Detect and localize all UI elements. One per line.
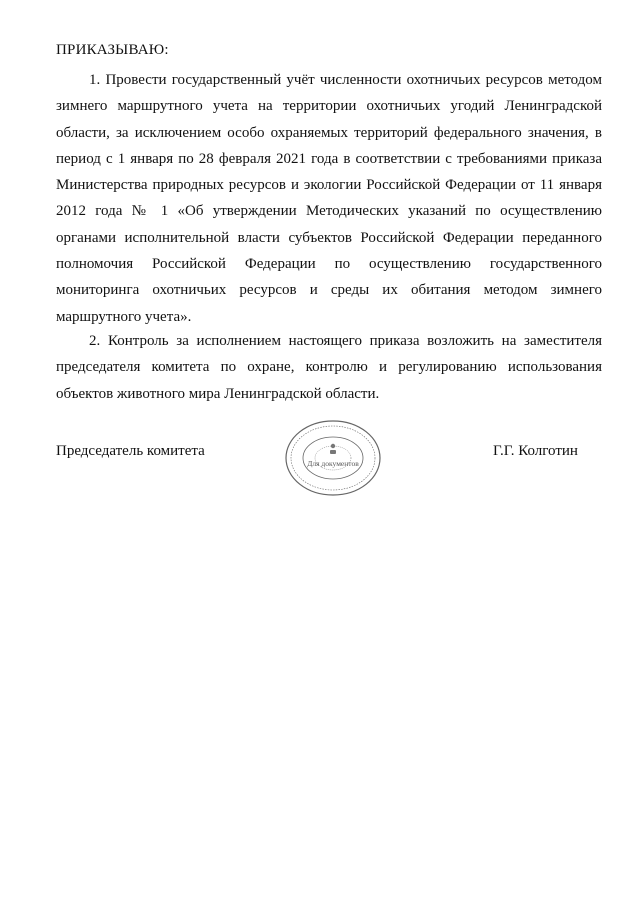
- stamp-seal-icon: [283, 418, 383, 498]
- signatory-title: Председатель комитета: [56, 443, 205, 459]
- signatory-name: Г.Г. Колготин: [493, 443, 578, 459]
- stamp-text: Для документов: [307, 459, 359, 468]
- official-stamp: [283, 418, 383, 498]
- order-item-2: 2. Контроль за исполнением настоящего приказа возложить на заместителя председателя комитета по охране, контролю и регулированию использования объектов животного мира Ленинградской области.: [56, 333, 602, 402]
- order-item-1: 1. Провести государственный учёт численности охотничьих ресурсов методом зимнего маршрутного учета на территории охотничьих угодий Ленинградской области, за исключением особо охраняемых территорий федерального значения, в период с 1 января по 28 февраля 2021 года в соответствии с требованиями приказа Министерства природных ресурсов и экологии Российской Федерации от 11 января 2012 года № 1 «Об утверждении Методических указаний по осуществлению органами исполнительной власти субъектов Российской Федерации переданного полномочия Российской Федерации по осуществлению государственного мониторинга охотничьих ресурсов и среды их обитания методом зимнего маршрутного учета».: [56, 72, 602, 325]
- order-heading: ПРИКАЗЫВАЮ:: [56, 42, 169, 58]
